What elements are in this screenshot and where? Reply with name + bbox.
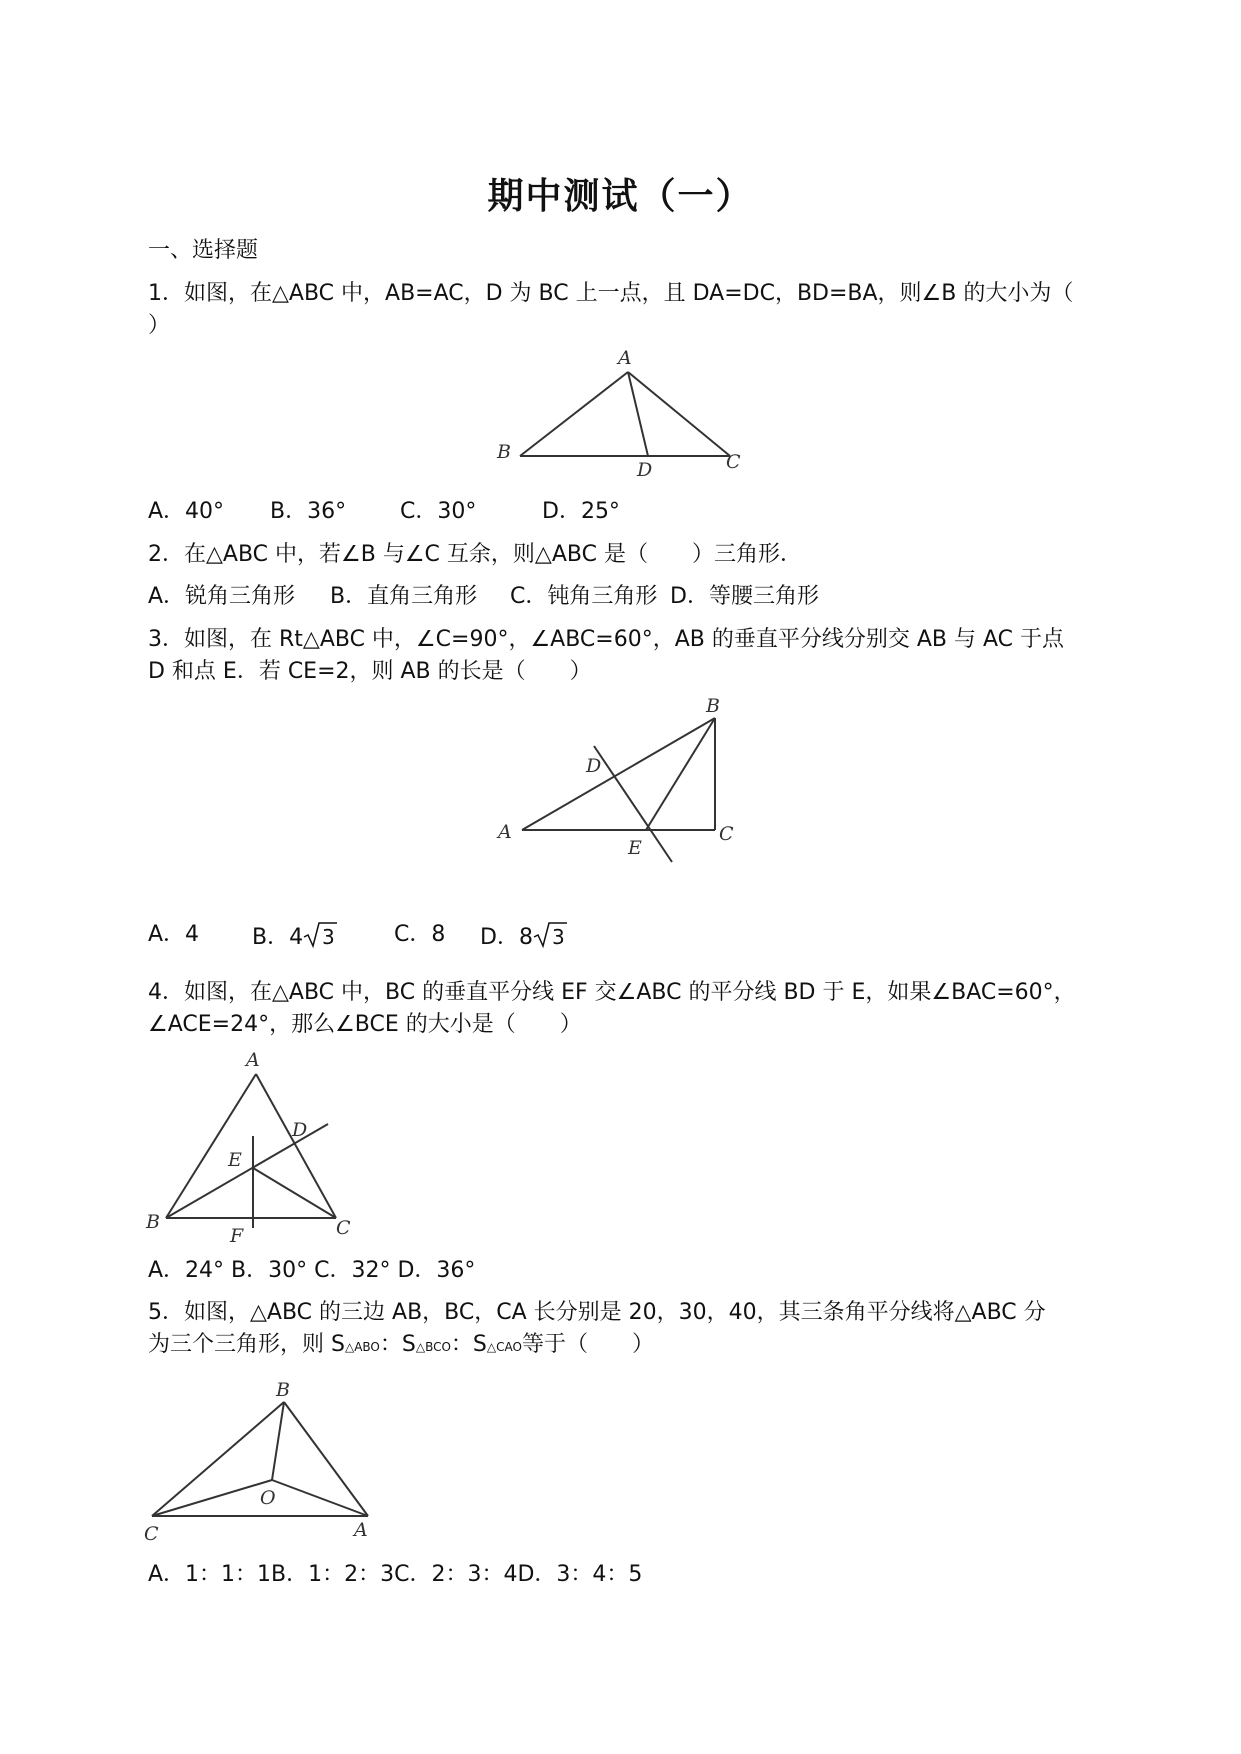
q3-option-d-wrap	[480, 920, 567, 953]
q3-label-a: A	[498, 821, 512, 843]
q5-label-b: B	[276, 1379, 290, 1401]
q5-side-ba	[284, 1402, 368, 1516]
q5-label-o: O	[260, 1487, 276, 1509]
q4-stem-line1: 4．如图，在△ABC 中，BC 的垂直平分线 EF 交∠ABC 的平分线 BD 于 E，如果∠BAC=60°，	[148, 980, 1076, 1005]
q1-side-ab	[520, 372, 628, 456]
q1-label-d: D	[637, 459, 653, 476]
q2-option-b: B．直角三角形	[330, 584, 478, 609]
q3-label-e: E	[628, 837, 642, 859]
q3-option-c: C．8	[394, 922, 446, 947]
q5-stem-line1: 5．如图，△ABC 的三边 AB，BC，CA 长分别是 20，30，40，其三条角平分线将△ABC 分	[148, 1300, 1046, 1325]
q1-figure	[490, 346, 760, 476]
q5-stem-line2	[148, 1330, 654, 1362]
q5-label-c: C	[144, 1523, 159, 1545]
q5-label-a: A	[354, 1519, 368, 1541]
sqrt-symbol-b	[303, 920, 337, 953]
q5-sep-1: ：S	[379, 1332, 416, 1357]
q4-label-a: A	[246, 1049, 260, 1071]
q5-figure	[140, 1372, 380, 1552]
q4-label-e: E	[228, 1149, 242, 1171]
q1-option-c: C．30°	[400, 499, 477, 524]
q3-radicand-d: 3	[551, 925, 565, 949]
q4-label-d: D	[292, 1119, 308, 1141]
q3-option-a: A．4	[148, 922, 200, 947]
q5-stem-part-b: 等于（ ）	[521, 1332, 654, 1357]
q5-segment-co	[152, 1480, 272, 1516]
q4-stem-line2: ∠ACE=24°，那么∠BCE 的大小是（ ）	[148, 1012, 582, 1037]
q5-sep-2: ：S	[450, 1332, 487, 1357]
q3-option-b-wrap	[252, 920, 337, 953]
q2-option-c: C．钝角三角形	[510, 584, 658, 609]
q1-option-a: A．40°	[148, 499, 225, 524]
q3-label-d: D	[586, 755, 602, 777]
page-title: 期中测试（一）	[487, 176, 754, 217]
q5-stem-part-a: 为三个三角形，则 S	[148, 1332, 345, 1357]
q3-stem-line2: D 和点 E．若 CE=2，则 AB 的长是（ ）	[148, 659, 592, 684]
q5-sub-cao: △CAO	[486, 1340, 522, 1354]
q1-label-b: B	[497, 441, 511, 463]
q4-options: A．24° B．30° C．32° D．36°	[148, 1258, 476, 1283]
q4-label-b: B	[146, 1211, 160, 1233]
q3-figure	[490, 690, 750, 870]
q2-option-a: A．锐角三角形	[148, 584, 296, 609]
q3-label-b: B	[706, 695, 720, 717]
q4-label-c: C	[336, 1217, 351, 1239]
q3-radicand-b: 3	[322, 925, 335, 949]
q3-option-d: D．8	[480, 925, 533, 950]
q4-segment-ce	[253, 1168, 336, 1218]
q3-option-b: B．4	[252, 925, 304, 950]
q3-label-c: C	[719, 823, 734, 845]
q1-option-b: B．36°	[270, 499, 347, 524]
q5-segment-bo	[272, 1402, 284, 1480]
sqrt-symbol-d	[533, 920, 567, 953]
q1-stem-line2: ）	[148, 313, 171, 338]
q5-sub-abo: △ABO	[344, 1340, 380, 1354]
q1-label-c: C	[726, 451, 741, 473]
q1-segment-ad	[628, 372, 648, 456]
q3-stem-line1: 3．如图，在 Rt△ABC 中，∠C=90°，∠ABC=60°，AB 的垂直平分线分别交 AB 与 AC 于点	[148, 627, 1064, 652]
q2-option-d: D．等腰三角形	[670, 584, 819, 609]
q3-side-ab	[522, 718, 715, 830]
section-heading: 一、选择题	[148, 238, 259, 263]
q1-stem-line1: 1．如图，在△ABC 中，AB=AC，D 为 BC 上一点，且 DA=DC，BD=BA，则∠B 的大小为（	[148, 281, 1074, 306]
q4-label-f: F	[230, 1225, 244, 1247]
q4-figure	[140, 1048, 380, 1248]
q2-stem: 2．在△ABC 中，若∠B 与∠C 互余，则△ABC 是（ ）三角形．	[148, 542, 802, 567]
q4-side-ab	[166, 1074, 256, 1218]
q1-label-a: A	[618, 347, 632, 369]
q4-side-ac	[256, 1074, 336, 1218]
q1-option-d: D．25°	[542, 499, 620, 524]
q3-segment-be	[646, 718, 715, 830]
q5-options: A．1：1：1B．1：2：3C．2：3：4D．3：4：5	[148, 1562, 643, 1587]
q5-sub-bco: △BCO	[415, 1340, 451, 1354]
q1-side-ac	[628, 372, 730, 456]
